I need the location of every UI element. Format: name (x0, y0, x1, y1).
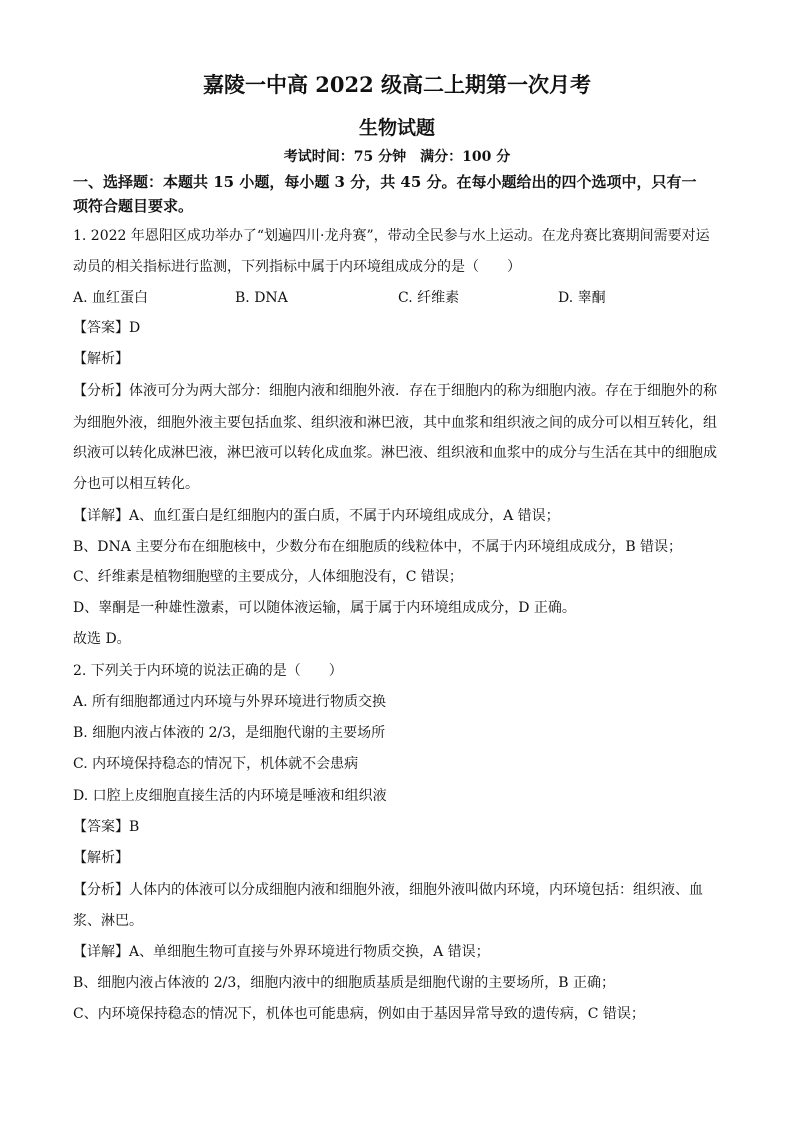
q2-option-c: C. 内环境保持稳态的情况下，机体就不会患病 (73, 756, 359, 772)
q2-analysis-label: 【解析】 (73, 850, 129, 866)
q2-option-a: A. 所有细胞都通过内环境与外界环境进行物质交换 (73, 694, 387, 710)
q2-option-b: B. 细胞内液占体液的 2/3，是细胞代谢的主要场所 (73, 725, 386, 741)
section-heading-line-2: 项符合题目要求。 (73, 197, 194, 215)
q1-stem-line-1: 1. 2022 年恩阳区成功举办了“划遍四川·龙舟赛”，带动全民参与水上运动。在龙舟赛比赛期间需要对运 (73, 228, 710, 244)
q1-detail-line-2: B、DNA 主要分布在细胞核中，少数分布在细胞质的线粒体中，不属于内环境组成成分，B 错误； (73, 539, 683, 555)
q2-detail-line-1: 【详解】A、单细胞生物可直接与外界环境进行物质交换，A 错误； (73, 944, 490, 960)
q1-answer: 【答案】D (73, 320, 141, 336)
q1-analysis-label: 【解析】 (73, 351, 129, 367)
q2-detail-line-2: B、细胞内液占体液的 2/3，细胞内液中的细胞质基质是细胞代谢的主要场所，B 正确； (73, 975, 616, 991)
exam-meta: 考试时间：75 分钟 满分：100 分 (283, 149, 511, 165)
q2-option-d: D. 口腔上皮细胞直接生活的内环境是唾液和组织液 (73, 788, 387, 804)
q2-analysis-line-2: 浆、淋巴。 (73, 913, 143, 929)
q1-analysis-line-2: 为细胞外液，细胞外液主要包括血浆、组织液和淋巴液，其中血浆和组织液之间的成分可以相互转化，组 (73, 415, 717, 431)
q2-stem: 2. 下列关于内环境的说法正确的是（ ） (73, 663, 343, 679)
q1-detail-line-3: C、纤维素是植物细胞壁的主要成分，人体细胞没有，C 错误； (73, 569, 463, 585)
q1-option-b: B. DNA (235, 290, 288, 306)
q2-analysis-label-text: 解析 (87, 850, 115, 866)
q1-option-c: C. 纤维素 (398, 290, 460, 306)
q1-analysis-label-text: 解析 (87, 351, 115, 367)
q1-analysis-line-4: 分也可以相互转化。 (73, 476, 199, 492)
q2-answer: 【答案】B (73, 819, 140, 835)
q1-analysis-line-3: 织液可以转化成淋巴液，淋巴液可以转化成血浆。淋巴液、组织液和血浆中的成分与生活在其中的细胞成 (73, 445, 717, 461)
q1-detail-line-4: D、睾酮是一种雄性激素，可以随体液运输，属于属于内环境组成成分，D 正确。 (73, 600, 576, 616)
q1-analysis-line-1: 【分析】体液可分为两大部分：细胞内液和细胞外液．存在于细胞内的称为细胞内液。存在于细胞外的称 (73, 383, 717, 399)
q1-detail-line-1: 【详解】A、血红蛋白是红细胞内的蛋白质，不属于内环境组成成分，A 错误； (73, 508, 560, 524)
exam-title: 嘉陵一中高 2022 级高二上期第一次月考 (202, 72, 592, 97)
subject-title: 生物试题 (358, 117, 435, 139)
q1-option-a: A. 血红蛋白 (73, 290, 149, 306)
section-heading-line-1: 一、选择题：本题共 15 小题，每小题 3 分，共 45 分。在每小题给出的四个选项中，只有一 (73, 173, 697, 191)
q1-option-d: D. 睾酮 (558, 290, 606, 306)
q2-analysis-line-1: 【分析】人体内的体液可以分成细胞内液和细胞外液，细胞外液叫做内环境，内环境包括：组织液、血 (73, 882, 703, 898)
q1-stem-line-2: 动员的相关指标进行监测，下列指标中属于内环境组成成分的是（ ） (73, 259, 521, 275)
q1-detail-line-5: 故选 D。 (73, 631, 131, 647)
q2-detail-line-3: C、内环境保持稳态的情况下，机体也可能患病，例如由于基因异常导致的遗传病，C 错误； (73, 1006, 645, 1022)
